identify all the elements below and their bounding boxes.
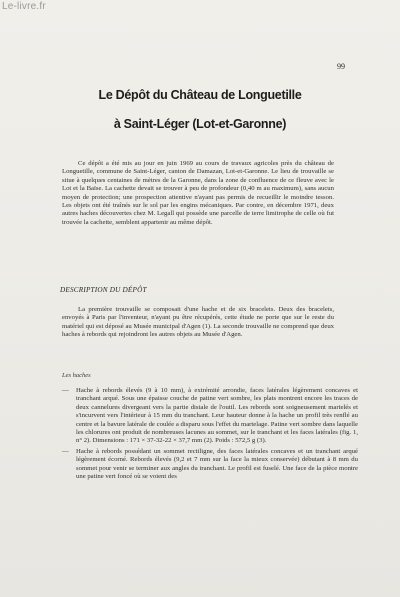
title-line-2: à Saint-Léger (Lot-et-Garonne): [113, 117, 287, 131]
page-number: 99: [337, 62, 345, 71]
title-line-1: Le Dépôt du Château de Longuetille: [98, 88, 302, 102]
section-paragraph: La première trouvaille se composait d'une hache et de six bracelets. Deux des bracelets, envoyés à Paris par l'inventeur, n'ayant pu être récupérés, cette étude ne porte que sur le reste du matériel qui est déposé au Musée municipal d'Agen (1). La seconde trouvaille ne comprend que deux haches à rebords qui rejoindront les autres objets au Musée d'Agen.: [62, 306, 334, 339]
subheading: Les haches: [62, 372, 91, 379]
watermark: Le-livre.fr: [2, 1, 46, 12]
intro-paragraph: Ce dépôt a été mis au jour en juin 1969 au cours de travaux agricoles près du château de Longuetille, commune de Saint-Léger, canton de Damazan, Lot-et-Garonne. Le lieu de trouvaille se situe à quelques centaines de mètres de la Garonne, dans la zone de confluence de ce fleuve avec le Lot et la Baïse. La cachette devait se trouver à peu de profondeur (0,40 m au maximum), sans aucun moyen de protection; une prospection attentive n'ayant pas permis de recueillir le moindre tesson. Les objets ont été traînés sur le sol par les engins mécaniques. Par contre, en décembre 1971, deux autres haches découvertes chez M. Legall qui possède une parcelle de terre limitrophe de celle où fut trouvée la cachette, semblent appartenir au même dépôt.: [62, 160, 334, 226]
axe-list: [62, 387, 358, 483]
section-heading: DESCRIPTION DU DÉPÔT: [60, 286, 147, 294]
list-item: — Hache à rebords possédant un sommet rectiligne, des faces latérales concaves et un tranchant arqué légèrement écorné. Rebords élevés (9,2 et 7 mm sur la face la mieux conservée) débutant à 8 mm du sommet pour venir se terminer aux angles du tranchant. Le profil est fuselé. Une face de la pièce montre une patine vert foncé où se voient des: [62, 448, 358, 482]
list-item: — Hache à rebords élevés (9 à 10 mm), à extrémité arrondie, faces latérales légèrement concaves et tranchant arqué. Sous une épaisse couche de patine vert sombre, les plats montrent encore les traces de deux cannelures divergeant vers la partie distale de l'outil. Les rebords sont soigneusement martelés et s'incurvent vers l'intérieur à 15 mm du tranchant. Leur hauteur donne à la hache un profil très renflé au centre et la bavure latérale de coulée a disparu sous l'effet du martelage. Patine vert sombre dans laquelle les chlorures ont produit de nombreuses lacunes au sommet, sur le tranchant et les faces latérales (fig. 1, n° 2). Dimensions : 171 × 37-32-22 × 37,7 mm (2). Poids : 572,5 g (3).: [62, 387, 358, 446]
